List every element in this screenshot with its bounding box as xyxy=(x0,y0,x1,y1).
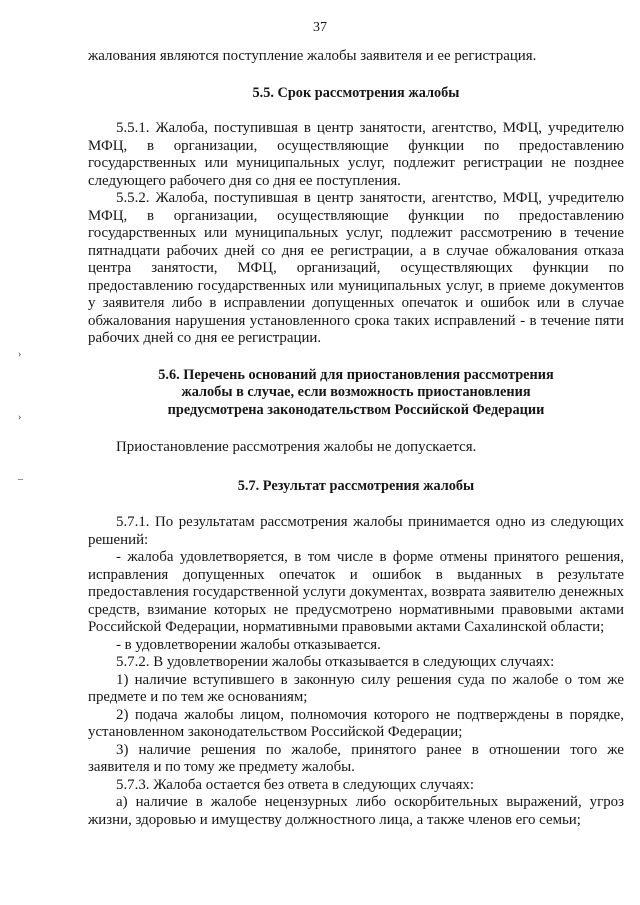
paragraph: - жалоба удовлетворяется, в том числе в форме отмены принятого решения, исправления допущенных опечаток и ошибок в выданных в результате предоставления государственной услуги документах, возврата заявителю денежных средств, взимание которых не предусмотрено нормативными правовыми актами Российской Федерации, нормативными правовыми актами Сахалинской области; xyxy=(88,549,624,635)
section-5-5 xyxy=(88,85,624,348)
section-heading-line: жалобы в случае, если возможность приостановления xyxy=(181,384,531,400)
page-number: 37 xyxy=(313,20,327,35)
page-content xyxy=(88,48,624,829)
section-heading xyxy=(88,367,624,420)
paragraph: 1) наличие вступившего в законную силу решения суда по жалобе о том же предмете и по тем же основаниям; xyxy=(88,671,624,705)
paragraph: 5.7.2. В удовлетворении жалобы отказывается в следующих случаях: xyxy=(116,654,555,670)
margin-mark: › xyxy=(18,412,22,423)
carryover-line: жалования являются поступление жалобы заявителя и ее регистрация. xyxy=(88,48,537,64)
paragraph: - в удовлетворении жалобы отказывается. xyxy=(116,636,381,653)
section-heading-line: 5.6. Перечень оснований для приостановления рассмотрения xyxy=(158,366,554,383)
section-heading: 5.5. Срок рассмотрения жалобы xyxy=(252,84,460,101)
paragraph: 5.7.1. По результатам рассмотрения жалобы принимается одно из следующих решений: xyxy=(88,514,624,548)
paragraph: а) наличие в жалобе нецензурных либо оскорбительных выражений, угроз жизни, здоровью и имуществу должностного лица, а также членов его семьи; xyxy=(88,794,624,828)
section-5-6 xyxy=(88,367,624,457)
section-heading: 5.7. Результат рассмотрения жалобы xyxy=(237,477,475,494)
paragraph: 5.5.1. Жалоба, поступившая в центр занятости, агентство, МФЦ, учредителю МФЦ, в организации, осуществляющие функции по предоставлению государственных или муниципальных услуг, подлежит регистрации не позднее следующего рабочего дня со дня ее поступления. xyxy=(88,120,624,189)
section-5-7 xyxy=(88,478,624,830)
paragraph: 2) подача жалобы лицом, полномочия которого не подтверждены в порядке, установленном законодательством Российской Федерации; xyxy=(88,706,624,740)
paragraph: 5.5.2. Жалоба, поступившая в центр занятости, агентство, МФЦ, учредителю МФЦ, в организации, осуществляющие функции по предоставлению государственных или муниципальных услуг, подлежит рассмотрению в течение пятнадцати рабочих дней со дня ее регистрации, а в случае обжалования отказа центра занятости, МФЦ, организаций, осуществляющих функции по предоставлению государственных или муниципальных услуг, в приеме документов у заявителя либо в исправлении допущенных опечаток и ошибок или в случае обжалования нарушения установленного срока таких исправлений - в течение пяти рабочих дней со дня ее регистрации. xyxy=(88,190,624,346)
margin-mark: – xyxy=(18,474,23,485)
section-heading-line: предусмотрена законодательством Российской Федерации xyxy=(167,401,545,418)
margin-mark: › xyxy=(18,349,22,360)
paragraph: 5.7.3. Жалоба остается без ответа в следующих случаях: xyxy=(116,776,475,793)
paragraph: 3) наличие решения по жалобе, принятого ранее в отношении того же заявителя и по тому же предмету жалобы. xyxy=(88,741,624,775)
paragraph: Приостановление рассмотрения жалобы не допускается. xyxy=(116,439,477,455)
